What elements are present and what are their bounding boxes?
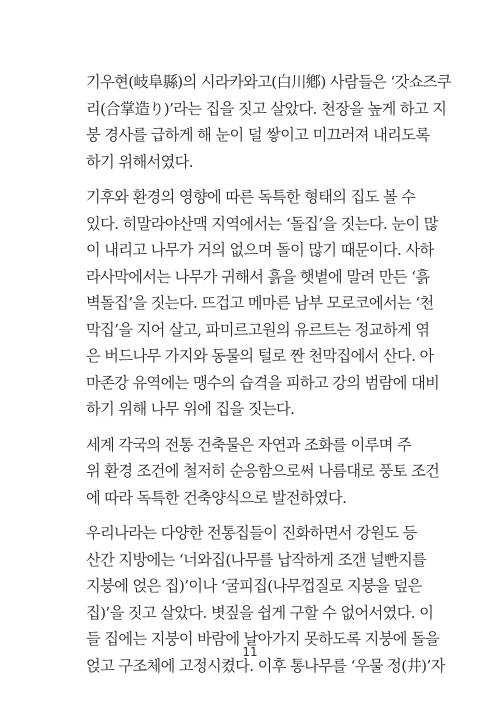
paragraph-gap <box>86 175 416 184</box>
page-number: 11 <box>242 645 258 659</box>
text-line: 지붕에 얹은 집)’이나 ‘굴피집(나무껍질로 지붕을 덮은 <box>86 577 422 595</box>
text-line: 붕 경사를 급하게 해 눈이 덜 쌓이고 미끄러져 내리도록 <box>86 126 430 144</box>
paragraph-2 <box>86 184 440 423</box>
text-line: 라사막에서는 나무가 귀해서 흙을 햇볕에 말려 만든 ‘흙 <box>86 267 430 286</box>
text-line: 위 환경 조건에 철저히 순응함으로써 나름대로 풍토 조건 <box>86 462 440 480</box>
text-line: 하기 위해 나무 위에 집을 짓는다. <box>86 400 295 418</box>
text-line: 산간 지방에는 ‘너와집(나무를 납작하게 조갠 널빤지를 <box>86 550 427 569</box>
text-line: 기우현(岐阜縣)의 시라카와고(白川鄕) 사람들은 ‘갓쇼즈쿠 <box>86 73 451 91</box>
text-line: 마존강 유역에는 맹수의 습격을 피하고 강의 범람에 대비 <box>86 373 440 392</box>
text-line: 이 내리고 나무가 거의 없으며 돌이 많기 때문이다. 사하 <box>86 241 434 259</box>
paragraph-3 <box>86 432 440 512</box>
paragraph-gap <box>86 423 416 432</box>
text-line: 기후와 환경의 영향에 따른 독특한 형태의 집도 볼 수 <box>86 188 416 206</box>
text-line: 우리나라는 다양한 전통집들이 진화하면서 강원도 등 <box>86 524 417 542</box>
text-line: 집)’을 짓고 살았다. 볏짚을 쉽게 구할 수 없어서였다. 이 <box>86 603 434 622</box>
text-line: 벽돌집’을 짓는다. 뜨겁고 메마른 남부 모로코에서는 ‘천 <box>86 294 434 312</box>
paragraph-gap <box>86 511 416 520</box>
paragraph-1 <box>86 69 451 175</box>
text-line: 얹고 구조체에 고정시켰다. 이후 통나무를 ‘우물 정(井)’자 <box>86 656 445 675</box>
text-line: 있다. 히말라야산맥 지역에서는 ‘돌집’을 짓는다. 눈이 많 <box>86 214 438 233</box>
text-line: 막집’을 지어 살고, 파미르고원의 유르트는 정교하게 엮 <box>86 320 430 339</box>
text-line: 하기 위해서였다. <box>86 152 193 171</box>
text-line: 리(合掌造り)’라는 집을 짓고 살았다. 천장을 높게 하고 지 <box>86 99 447 118</box>
text-line: 에 따라 독특한 건축양식으로 발전하였다. <box>86 488 347 507</box>
text-line: 은 버드나무 가지와 동물의 털로 짠 천막집에서 산다. 아 <box>86 347 434 365</box>
text-line: 세계 각국의 전통 건축물은 자연과 조화를 이루며 주 <box>86 435 412 454</box>
body-text <box>86 69 451 679</box>
text-line: 들 집에는 지붕이 바람에 날아가지 못하도록 지붕에 돌을 <box>86 630 440 648</box>
